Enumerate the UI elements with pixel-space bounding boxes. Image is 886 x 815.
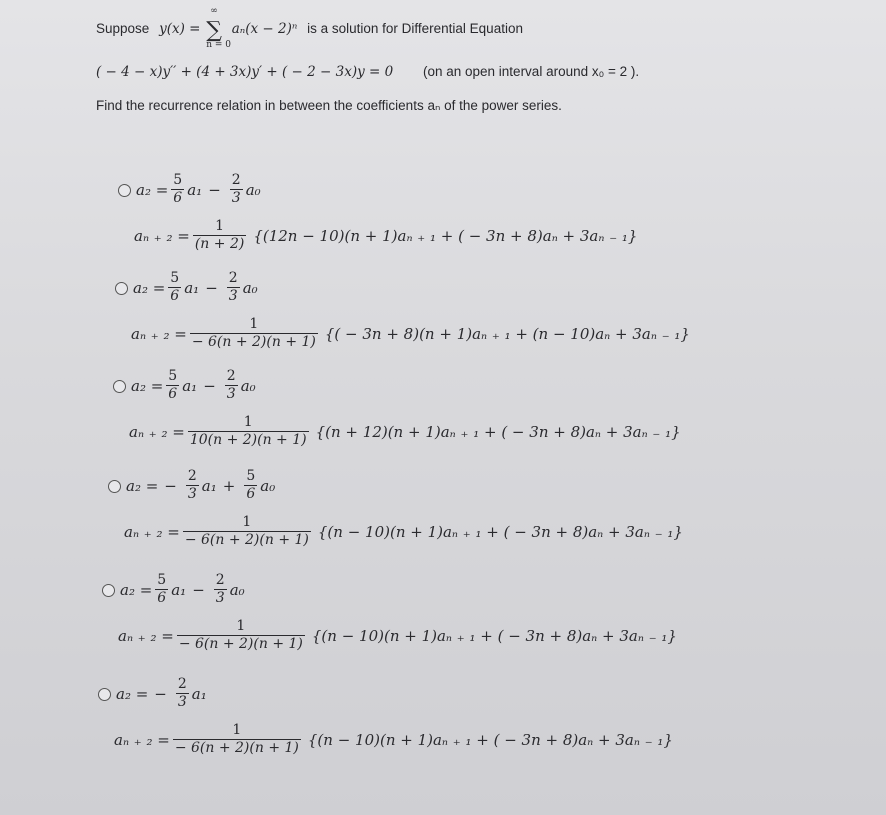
question-instruction: Find the recurrence relation in between the coefficients aₙ of the power series.	[96, 98, 562, 113]
recurrence-body: {( − 3n + 8)(n + 1)aₙ ₊ ₁ + (n − 10)aₙ + 3aₙ ₋ ₁}	[324, 324, 690, 343]
a2-fraction-1	[166, 368, 179, 403]
fraction-denominator: 6	[168, 386, 178, 402]
fraction-denominator: 10(n + 2)(n + 1)	[189, 432, 307, 448]
fraction-numerator: 2	[231, 172, 241, 188]
fraction-numerator: 5	[173, 172, 183, 188]
a2-variable-1: a₁	[201, 476, 217, 495]
recurrence-expression	[124, 514, 683, 549]
a2-expression	[136, 172, 261, 207]
a2-expression	[120, 572, 245, 607]
a2-operator: −	[192, 580, 205, 599]
fraction-numerator: 2	[226, 368, 236, 384]
a2-variable-2: a₀	[260, 476, 276, 495]
radio-button[interactable]	[102, 584, 115, 597]
a2-fraction-1	[171, 172, 184, 207]
question-line-1	[96, 6, 523, 50]
a2-expression	[131, 368, 256, 403]
question-line-3	[96, 98, 562, 114]
recurrence-expression	[118, 618, 677, 653]
recurrence-fraction	[173, 722, 301, 757]
fraction-numerator: 1	[232, 722, 242, 738]
a2-fraction-2	[230, 172, 243, 207]
a2-operator: −	[205, 278, 218, 297]
recurrence-expression	[114, 722, 673, 757]
answer-option-5[interactable]	[0, 572, 886, 682]
recurrence-lhs: aₙ ₊ ₂ =	[129, 422, 185, 441]
a2-fraction-1	[176, 676, 189, 711]
recurrence-fraction	[183, 514, 311, 549]
a2-lhs: a₂ =	[120, 580, 153, 599]
a2-fraction-1	[186, 468, 199, 503]
recurrence-lhs: aₙ ₊ ₂ =	[118, 626, 174, 645]
fraction-denominator: − 6(n + 2)(n + 1)	[191, 334, 316, 350]
recurrence-fraction	[193, 218, 246, 253]
a2-operator: +	[222, 476, 236, 495]
y-definition: y(x) =	[159, 21, 201, 37]
fraction-denominator: 3	[187, 486, 197, 502]
fraction-denominator: 3	[231, 190, 241, 206]
recurrence-lhs: aₙ ₊ ₂ =	[134, 226, 190, 245]
fraction-numerator: 1	[249, 316, 259, 332]
answer-option-4[interactable]	[0, 468, 886, 578]
recurrence-expression	[131, 316, 690, 351]
fraction-denominator: 3	[177, 694, 187, 710]
fraction-numerator: 1	[243, 414, 253, 430]
fraction-denominator: (n + 2)	[194, 236, 245, 252]
a2-lhs: a₂ =	[116, 684, 149, 703]
a2-variable-2: a₀	[245, 180, 261, 199]
recurrence-body: {(12n − 10)(n + 1)aₙ ₊ ₁ + ( − 3n + 8)aₙ + 3aₙ ₋ ₁}	[253, 226, 638, 245]
a2-variable-1: a₁	[191, 684, 207, 703]
a2-expression	[126, 468, 275, 503]
recurrence-fraction	[188, 414, 309, 449]
fraction-denominator: 6	[170, 288, 180, 304]
radio-button[interactable]	[108, 480, 121, 493]
answer-option-1[interactable]	[0, 172, 886, 282]
fraction-denominator: 6	[173, 190, 183, 206]
fraction-denominator: 6	[157, 590, 167, 606]
fraction-numerator: 5	[170, 270, 180, 286]
a2-variable-2: a₀	[242, 278, 258, 297]
suppose-word: Suppose	[96, 21, 150, 36]
a2-variable-2: a₀	[229, 580, 245, 599]
fraction-numerator: 2	[177, 676, 187, 692]
answer-option-6[interactable]	[0, 676, 886, 786]
interval-text: (on an open interval around x₀ = 2 ).	[422, 64, 640, 79]
a2-expression	[116, 676, 207, 711]
a2-fraction-1	[155, 572, 168, 607]
fraction-numerator: 5	[246, 468, 256, 484]
radio-button[interactable]	[98, 688, 111, 701]
recurrence-body: {(n − 10)(n + 1)aₙ ₊ ₁ + ( − 3n + 8)aₙ + 3aₙ ₋ ₁}	[311, 626, 677, 645]
fraction-numerator: 1	[236, 618, 246, 634]
a2-operator: −	[203, 376, 216, 395]
fraction-numerator: 1	[215, 218, 225, 234]
fraction-denominator: − 6(n + 2)(n + 1)	[178, 636, 303, 652]
series-term: aₙ(x − 2)ⁿ	[231, 21, 298, 37]
recurrence-body: {(n − 10)(n + 1)aₙ ₊ ₁ + ( − 3n + 8)aₙ + 3aₙ ₋ ₁}	[307, 730, 673, 749]
fraction-numerator: 5	[157, 572, 167, 588]
a2-fraction-1	[168, 270, 181, 305]
radio-button[interactable]	[115, 282, 128, 295]
a2-variable-2: a₀	[240, 376, 256, 395]
is-solution-text: is a solution for Differential Equation	[307, 21, 523, 36]
a2-variable-1: a₁	[184, 278, 200, 297]
fraction-denominator: 3	[228, 288, 238, 304]
a2-variable-1: a₁	[187, 180, 203, 199]
a2-lhs: a₂ =	[133, 278, 166, 297]
fraction-numerator: 1	[242, 514, 252, 530]
recurrence-expression	[134, 218, 637, 253]
fraction-numerator: 2	[228, 270, 238, 286]
fraction-denominator: 3	[215, 590, 225, 606]
a2-lhs: a₂ =	[136, 180, 169, 199]
fraction-denominator: − 6(n + 2)(n + 1)	[174, 740, 299, 756]
recurrence-body: {(n − 10)(n + 1)aₙ ₊ ₁ + ( − 3n + 8)aₙ + 3aₙ ₋ ₁}	[317, 522, 683, 541]
answer-option-3[interactable]	[0, 368, 886, 478]
fraction-denominator: − 6(n + 2)(n + 1)	[184, 532, 309, 548]
fraction-numerator: 2	[215, 572, 225, 588]
a2-variable-1: a₁	[171, 580, 187, 599]
recurrence-lhs: aₙ ₊ ₂ =	[114, 730, 170, 749]
a2-fraction-2	[225, 368, 238, 403]
recurrence-fraction	[177, 618, 305, 653]
question-line-2	[96, 64, 639, 80]
recurrence-fraction	[190, 316, 318, 351]
a2-lhs: a₂ =	[126, 476, 159, 495]
fraction-denominator: 3	[226, 386, 236, 402]
sum-symbol: ∑ ∞ n = 0	[206, 6, 232, 50]
a2-fraction-2	[227, 270, 240, 305]
a2-variable-1: a₁	[182, 376, 198, 395]
fraction-denominator: 6	[246, 486, 256, 502]
answer-option-2[interactable]	[0, 270, 886, 380]
recurrence-lhs: aₙ ₊ ₂ =	[124, 522, 180, 541]
recurrence-lhs: aₙ ₊ ₂ =	[131, 324, 187, 343]
a2-fraction-2	[244, 468, 257, 503]
fraction-numerator: 5	[168, 368, 178, 384]
a2-lhs: a₂ =	[131, 376, 164, 395]
recurrence-expression	[129, 414, 681, 449]
radio-button[interactable]	[118, 184, 131, 197]
a2-expression	[133, 270, 258, 305]
differential-equation: ( − 4 − x)y′′ + (4 + 3x)y′ + ( − 2 − 3x)y = 0	[96, 64, 394, 80]
fraction-numerator: 2	[187, 468, 197, 484]
sum-upper-limit: ∞	[210, 6, 218, 16]
sum-lower-limit: n = 0	[206, 40, 232, 50]
a2-operator: −	[208, 180, 221, 199]
a2-sign: −	[164, 476, 177, 495]
a2-fraction-2	[214, 572, 227, 607]
radio-button[interactable]	[113, 380, 126, 393]
recurrence-body: {(n + 12)(n + 1)aₙ ₊ ₁ + ( − 3n + 8)aₙ + 3aₙ ₋ ₁}	[315, 422, 681, 441]
a2-sign: −	[154, 684, 167, 703]
